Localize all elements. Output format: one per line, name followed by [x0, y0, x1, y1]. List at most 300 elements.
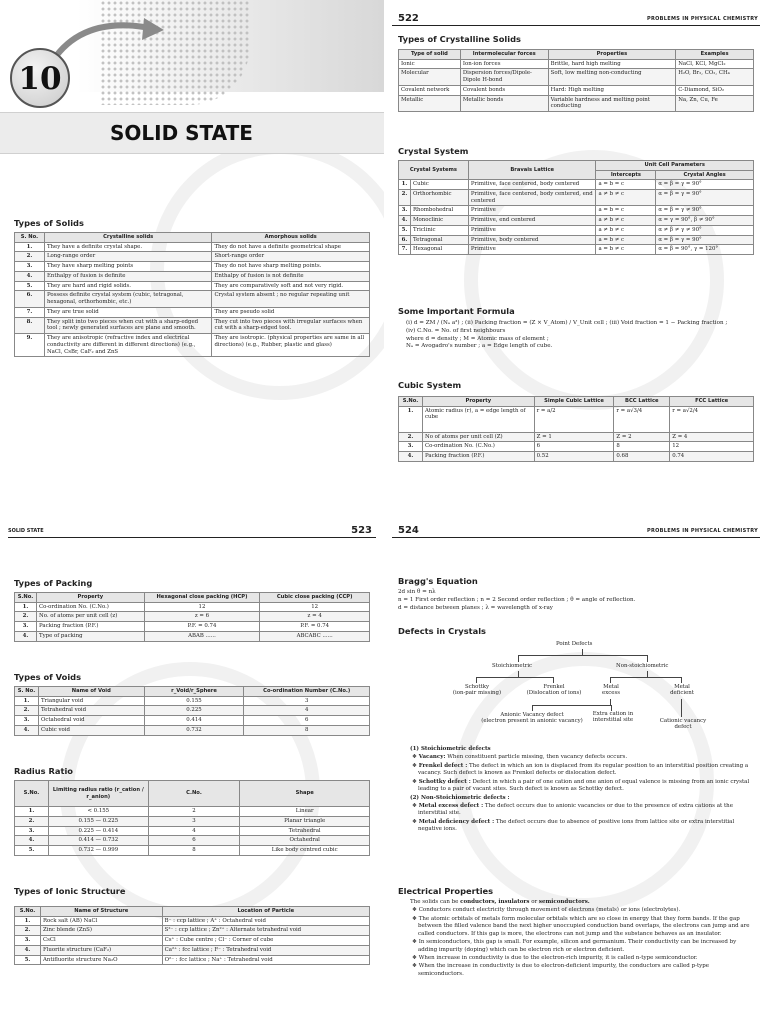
cell: Cs⁺ : Cube centre ; Cl⁻ : Corner of cube [162, 936, 369, 946]
term: Metal deficiency defect : [418, 818, 495, 825]
running-title: PROBLEMS IN PHYSICAL CHEMISTRY [647, 16, 758, 22]
table-row [15, 716, 370, 726]
cell: CsCl [40, 936, 162, 946]
cell: Crystal system absent ; no regular repeating unit [212, 291, 370, 308]
section-heading: Types of Ionic Structure [14, 886, 126, 896]
bullet-icon: ❖ [412, 915, 417, 922]
cell: 1. [15, 696, 39, 706]
list-item [410, 955, 756, 962]
formula-line: (i) d = ZM / (Nₐ a³) ; (ii) Packing fraction = (Z × V_Atom) / V_Unit cell ; (iii) Void fraction = 1 − Packing fraction ; [406, 320, 728, 326]
cell: C-Diamond, SiO₂ [676, 85, 754, 95]
cell: 1. [15, 242, 45, 252]
cell: Like body centred cubic [240, 846, 370, 856]
cell: 1. [15, 807, 49, 817]
cell: 8 [614, 442, 670, 452]
cell: Covalent network [399, 85, 461, 95]
cell: 0.414 [144, 716, 244, 726]
text-line: n = 1 First order reflection ; n = 2 Second order reflection ; θ = angle of reflection. [398, 596, 636, 603]
cell: Primitive, face centered, body centered [468, 180, 596, 190]
cell: 0.52 [534, 452, 614, 462]
cell: Soft, low melting non-conducting [548, 69, 676, 86]
crystal-system-table [398, 160, 754, 255]
node-label: Anionic Vacancy defect [500, 712, 564, 718]
bullet-icon: ❖ [412, 818, 417, 825]
table-row [15, 816, 370, 826]
term: Vacancy: [418, 754, 446, 761]
text: The solids can be [410, 899, 459, 905]
cell: α = γ = 90°, β ≠ 90° [656, 216, 754, 226]
cell: α = β = γ ≠ 90° [656, 206, 754, 216]
node-label: Cationic vacancy [659, 718, 707, 724]
cell: Rhombohedral [410, 206, 468, 216]
section-heading: Some Important Formula [398, 306, 515, 316]
list-item [410, 754, 756, 761]
intro-line [410, 899, 756, 906]
cell: a = b = c [596, 180, 656, 190]
types-of-solids-table [14, 232, 370, 357]
cell: 0.225 — 0.414 [48, 826, 148, 836]
cell: ABCABC ...... [260, 631, 370, 641]
page-number: 522 [398, 13, 419, 24]
tree-node-frenkel [520, 684, 588, 697]
term: Metal excess defect : [418, 802, 484, 809]
section-heading: Crystal System [398, 146, 469, 156]
cell: Monoclinic [410, 216, 468, 226]
tree-edge [476, 677, 554, 678]
cell: They do not have sharp melting points. [212, 262, 370, 272]
column-header: C.No. [148, 781, 240, 807]
cell: 3. [399, 442, 423, 452]
bullet-icon: ❖ [412, 907, 417, 914]
table-row [15, 936, 370, 946]
cell: Dispersion forces/Dipole-Dipole H-bond [460, 69, 548, 86]
ionic-structure-table [14, 906, 370, 965]
cell: r = a√3/4 [614, 406, 670, 432]
cell: 12 [144, 602, 260, 612]
cell: a = b ≠ c [596, 245, 656, 255]
running-title: SOLID STATE [8, 528, 44, 534]
tree-edge [553, 677, 554, 683]
cell: Metallic bonds [460, 95, 548, 112]
column-header: Property [36, 593, 144, 603]
cell: 0.155 — 0.225 [48, 816, 148, 826]
cell: Antifluorite structure Na₂O [40, 955, 162, 965]
page-number: 523 [351, 525, 372, 536]
cell: a = b = c [596, 206, 656, 216]
node-sublabel: interstitial site [592, 717, 634, 724]
cell: Primitive, face centered, body centered, end centered [468, 189, 596, 206]
cell: Planar triangle [240, 816, 370, 826]
node-label: Metal [603, 684, 619, 690]
tree-node-metal-excess [594, 684, 628, 697]
table-row [15, 612, 370, 622]
column-header: Hexagonal close packing (HCP) [144, 593, 260, 603]
table-row [15, 271, 370, 281]
tree-edge [476, 677, 477, 683]
cell: 1. [399, 406, 423, 432]
text: When the increase in conductivity is due to electron-deficient impurity, the conductors are called p-type semiconductors. [418, 963, 710, 977]
cell: 4. [15, 725, 39, 735]
cell: They are comparatively soft and not very rigid. [212, 281, 370, 291]
column-header: Bravais Lattice [468, 161, 596, 180]
cell: Enthalpy of fusion is not definite [212, 271, 370, 281]
cell: They split into two pieces when cut with a sharp-edged tool ; newly generated surfaces are plane and smooth. [44, 317, 212, 334]
column-header: Crystalline solids [44, 233, 212, 243]
cell: 1. [399, 180, 411, 190]
section-heading: Electrical Properties [398, 886, 494, 896]
cell: They have a definite crystal shape. [44, 242, 212, 252]
column-header: Cubic close packing (CCP) [260, 593, 370, 603]
table-row [15, 317, 370, 334]
cell: 1. [15, 916, 41, 926]
definition: The defect in which an ion is displaced from its regular position to an interstitial position creating a vacancy. Such defect is known as Frenkel defects or dislocation defect. [418, 762, 749, 777]
table-row [399, 189, 754, 206]
cell: Zinc blende (ZnS) [40, 926, 162, 936]
term: Frenkel defect : [418, 762, 468, 769]
cell: ABAB ...... [144, 631, 260, 641]
chapter-title: SOLID STATE [110, 121, 253, 145]
column-header: Shape [240, 781, 370, 807]
table-row [15, 307, 370, 317]
column-header: Crystal Systems [399, 161, 469, 180]
node-label: Metal [674, 684, 690, 690]
cell: 2. [399, 189, 411, 206]
column-header: BCC Lattice [614, 397, 670, 407]
cell: 8 [148, 846, 240, 856]
list-item [410, 963, 756, 978]
column-header: Type of solid [399, 50, 461, 60]
page-chapter-opener [0, 0, 384, 512]
cell: r = a/2 [534, 406, 614, 432]
table-row [399, 245, 754, 255]
tree-edge [532, 705, 612, 706]
node-sublabel: defect [674, 724, 692, 731]
list-item [410, 907, 756, 914]
cell: 4 [244, 706, 370, 716]
column-header: Crystal Angles [656, 170, 754, 180]
defects-description [410, 746, 756, 835]
table-row [399, 216, 754, 226]
node-sublabel: (electron present in anionic vacancy) [481, 718, 583, 725]
cell: Tetragonal [410, 235, 468, 245]
bullet-icon: ❖ [412, 778, 417, 785]
running-title: PROBLEMS IN PHYSICAL CHEMISTRY [647, 528, 758, 534]
section-heading: Types of Crystalline Solids [398, 34, 521, 44]
column-header: Name of Structure [40, 907, 162, 917]
cell: Octahedral [240, 836, 370, 846]
tree-edge [532, 705, 533, 711]
cell: Enthalpy of fusion is definite [44, 271, 212, 281]
cell: 3. [399, 206, 411, 216]
tree-node-non-stoichiometric: Non-stoichiometric [616, 663, 669, 669]
column-header: S.No. [15, 781, 49, 807]
table-row [15, 826, 370, 836]
column-header: r_Void/r_Sphere [144, 687, 244, 697]
cell: 0.225 [144, 706, 244, 716]
cell: 6 [244, 716, 370, 726]
column-header: Unit Cell Parameters [596, 161, 754, 171]
cell: NaCl, KCl, MgCl₂ [676, 59, 754, 69]
cell: Metallic [399, 95, 461, 112]
list-item [410, 803, 756, 818]
list-item [410, 763, 756, 778]
table-row [15, 945, 370, 955]
column-header: FCC Lattice [670, 397, 754, 407]
cell: 4. [15, 631, 37, 641]
bullet-icon: ❖ [412, 963, 417, 970]
table-row [15, 291, 370, 308]
cell: Tetrahedral void [38, 706, 144, 716]
page-header [392, 12, 760, 26]
crystalline-solids-table [398, 49, 754, 112]
section-heading: Radius Ratio [14, 766, 74, 776]
cell: S²⁻ : ccp lattice ; Zn²⁺ : Alternate tetrahedral void [162, 926, 369, 936]
page-522 [384, 0, 768, 512]
definition: The defect occurs due to anionic vacancies or due to the presence of extra cations at the interstitial site. [418, 802, 733, 817]
definition: When constituent particle missing, then vacancy defects occurs. [447, 754, 628, 761]
table-row [15, 281, 370, 291]
formula-line: Nₐ = Avogadro's number ; a = Edge length of cube. [406, 343, 553, 350]
text: In semiconductors, this gap is small. For example, silicon and germanium. Their conductivity can be increased by adding impurity (doping) which can be electron rich or electron deficient. [418, 939, 737, 953]
definition: Defect in which a pair of one cation and one anion of equal valence is missing from an ionic crystal leading to a pair of vacant sites. Such defect is known as Schottky defect. [418, 778, 750, 793]
cell: Primitive, body centered [468, 235, 596, 245]
table-row [399, 180, 754, 190]
cell: They are isotropic. (physical properties are same in all directions) (e.g., Rubber, plastic and glass) [212, 334, 370, 357]
cell: 3. [15, 262, 45, 272]
page-524 [384, 512, 768, 1024]
cell: Co-ordination No. (C.No.) [36, 602, 144, 612]
table-row [399, 206, 754, 216]
cell: Packing fraction (P.F.) [422, 452, 534, 462]
cell: Linear [240, 807, 370, 817]
cell: a ≠ b ≠ c [596, 189, 656, 206]
cell: 4. [399, 216, 411, 226]
cell: 1. [15, 602, 37, 612]
cell: Ionic [399, 59, 461, 69]
table-row [15, 252, 370, 262]
cell: z = 4 [260, 612, 370, 622]
cell: 6. [15, 291, 45, 308]
cell: 12 [670, 442, 754, 452]
cell: Triangular void [38, 696, 144, 706]
cell: 2. [15, 926, 41, 936]
types-of-voids-table [14, 686, 370, 736]
subheading: (2) Non-Stoichiometric defects : [410, 794, 510, 801]
node-label: Extra cation in [592, 711, 634, 717]
cell: 5. [15, 846, 49, 856]
cell: 4. [15, 945, 41, 955]
tree-edge [681, 677, 682, 683]
cell: Primitive [468, 206, 596, 216]
tree-edge [610, 677, 611, 683]
radius-ratio-table [14, 780, 370, 856]
cell: 3. [15, 936, 41, 946]
column-header: S. No. [15, 233, 45, 243]
cell: Triclinic [410, 225, 468, 235]
section-heading: Bragg's Equation [398, 576, 478, 586]
column-header: Amorphous solids [212, 233, 370, 243]
column-header: Limiting radius ratio (r_cation / r_anion) [48, 781, 148, 807]
tree-node-root: Point Defects [556, 641, 593, 647]
cell: 3. [15, 826, 49, 836]
cell: 5. [15, 281, 45, 291]
cell: They have sharp melting points [44, 262, 212, 272]
cell: a = b ≠ c [596, 235, 656, 245]
cell: α = β = γ = 90° [656, 189, 754, 206]
table-row [15, 916, 370, 926]
table-row [15, 836, 370, 846]
subheading: (1) Stoichiometric defects [410, 746, 491, 752]
cell: 4. [15, 836, 49, 846]
table-row [399, 225, 754, 235]
cell: α ≠ β ≠ γ ≠ 90° [656, 225, 754, 235]
formula-line: where d = density ; M = Atomic mass of element ; [406, 335, 549, 342]
cell: α = β = 90°, γ = 120° [656, 245, 754, 255]
list-item [410, 819, 756, 834]
electrical-properties-list [410, 899, 756, 979]
cell: Cubic void [38, 725, 144, 735]
cell: Primitive, end centered [468, 216, 596, 226]
table-row [399, 432, 754, 442]
cell: 12 [260, 602, 370, 612]
table-row [399, 95, 754, 112]
page-number: 524 [398, 525, 419, 536]
column-header: Intermolecular forces [460, 50, 548, 60]
table-row [15, 955, 370, 965]
cell: They are true solid [44, 307, 212, 317]
bullet-icon: ❖ [412, 954, 417, 961]
bullet-icon: ❖ [412, 762, 417, 769]
cell: Fluorite structure (CaF₂) [40, 945, 162, 955]
cell: Z = 2 [614, 432, 670, 442]
table-row [15, 696, 370, 706]
cell: They are pseudo solid [212, 307, 370, 317]
cell: 0.732 [144, 725, 244, 735]
column-header: Property [422, 397, 534, 407]
tree-node-schottky [444, 684, 510, 697]
page-523 [0, 512, 384, 1024]
table-row [15, 926, 370, 936]
table-row [15, 725, 370, 735]
definition: The defect occurs due to absence of positive ions from lattice site or extra interstitial negative ions. [418, 818, 735, 833]
column-header: Co-ordination Number (C.No.) [244, 687, 370, 697]
cell: 4. [399, 452, 423, 462]
list-item [410, 916, 756, 938]
chapter-number-badge: 10 [10, 48, 70, 108]
column-header: Examples [676, 50, 754, 60]
cell: 3 [244, 696, 370, 706]
section-heading: Types of Voids [14, 672, 82, 682]
text-line: d = distance between planes ; λ = wavelength of x-ray [398, 604, 553, 611]
column-header: Intercepts [596, 170, 656, 180]
table-row [399, 85, 754, 95]
cell: 2. [15, 816, 49, 826]
cell: They do not have a definite geometrical shape [212, 242, 370, 252]
tree-node-metal-deficient [664, 684, 700, 697]
table-row [399, 452, 754, 462]
cell: Cubic [410, 180, 468, 190]
chapter-title-band [0, 112, 384, 154]
table-row [399, 235, 754, 245]
column-header: S.No. [15, 907, 41, 917]
tree-node-anionic-vacancy [476, 712, 588, 725]
cell: Atomic radius (r), a = edge length of cube [422, 406, 534, 432]
formula-block [406, 320, 758, 351]
cell: 0.732 — 0.999 [48, 846, 148, 856]
cell: No of atoms per unit cell (Z) [422, 432, 534, 442]
text: When increase in conductivity is due to the electron-rich impurity, it is called n-type semiconductor. [418, 954, 698, 961]
cell: 2. [15, 612, 37, 622]
column-header: Name of Void [38, 687, 144, 697]
cell: They cut into two pieces with irregular surfaces when cut with a sharp-edged tool. [212, 317, 370, 334]
table-row [15, 846, 370, 856]
node-label: Schottky [464, 684, 490, 690]
table-row [399, 406, 754, 432]
cell: Primitive [468, 245, 596, 255]
cell: Ca²⁺ : fcc lattice ; F⁻ : Tetrahedral void [162, 945, 369, 955]
list-item [410, 939, 756, 954]
cell: 0.68 [614, 452, 670, 462]
table-row [15, 706, 370, 716]
table-row [399, 59, 754, 69]
table-row [15, 622, 370, 632]
cell: Variable hardness and melting point conducting [548, 95, 676, 112]
cell: 4. [15, 271, 45, 281]
cell: 2. [15, 706, 39, 716]
text: Conductors conduct electricity through movement of electrons (metals) or ions (electrolytes). [418, 907, 681, 914]
cell: 5. [15, 955, 41, 965]
section-heading: Types of Solids [14, 218, 84, 228]
table-row [15, 242, 370, 252]
bullet-icon: ❖ [412, 939, 417, 946]
cell: α = β = γ = 90° [656, 235, 754, 245]
cell: Z = 4 [670, 432, 754, 442]
cell: Packing fraction (P.F.) [36, 622, 144, 632]
cell: Octahedral void [38, 716, 144, 726]
cell: Orthorhombic [410, 189, 468, 206]
tree-node-cationic-vacancy [658, 718, 708, 731]
term: semiconductors. [538, 899, 590, 905]
table-row [399, 69, 754, 86]
cell: r = a√2/4 [670, 406, 754, 432]
cell: 2. [15, 252, 45, 262]
tree-node-stoichiometric: Stoichiometric [492, 663, 533, 669]
cell: 2 [148, 807, 240, 817]
cell: 6. [399, 235, 411, 245]
table-row [15, 262, 370, 272]
cell: 9. [15, 334, 45, 357]
cell: Ion-ion forces [460, 59, 548, 69]
node-sublabel: (Dislocation of ions) [526, 690, 582, 697]
cell: 7. [399, 245, 411, 255]
cell: 3 [148, 816, 240, 826]
cell: 3. [15, 716, 39, 726]
column-header: Properties [548, 50, 676, 60]
formula-line: (iv) C.No. = No. of first neighbours [406, 327, 506, 334]
cell: Tetrahedral [240, 826, 370, 836]
cell: < 0.155 [48, 807, 148, 817]
cell: H₂O, Br₂, CO₂, CH₄ [676, 69, 754, 86]
cell: Long-range order [44, 252, 212, 262]
cell: They are anisotropic (refractive index and electrical conductivity are different in different directions) (e.g., NaCl, CsBr, CaF₂ and ZnS [44, 334, 212, 357]
tree-edge [518, 655, 519, 662]
types-of-packing-table [14, 592, 370, 642]
cell: Short-range order [212, 252, 370, 262]
column-header: Location of Particle [162, 907, 369, 917]
bullet-icon: ❖ [412, 802, 417, 809]
tree-edge [647, 655, 648, 662]
tree-edge [518, 655, 648, 656]
